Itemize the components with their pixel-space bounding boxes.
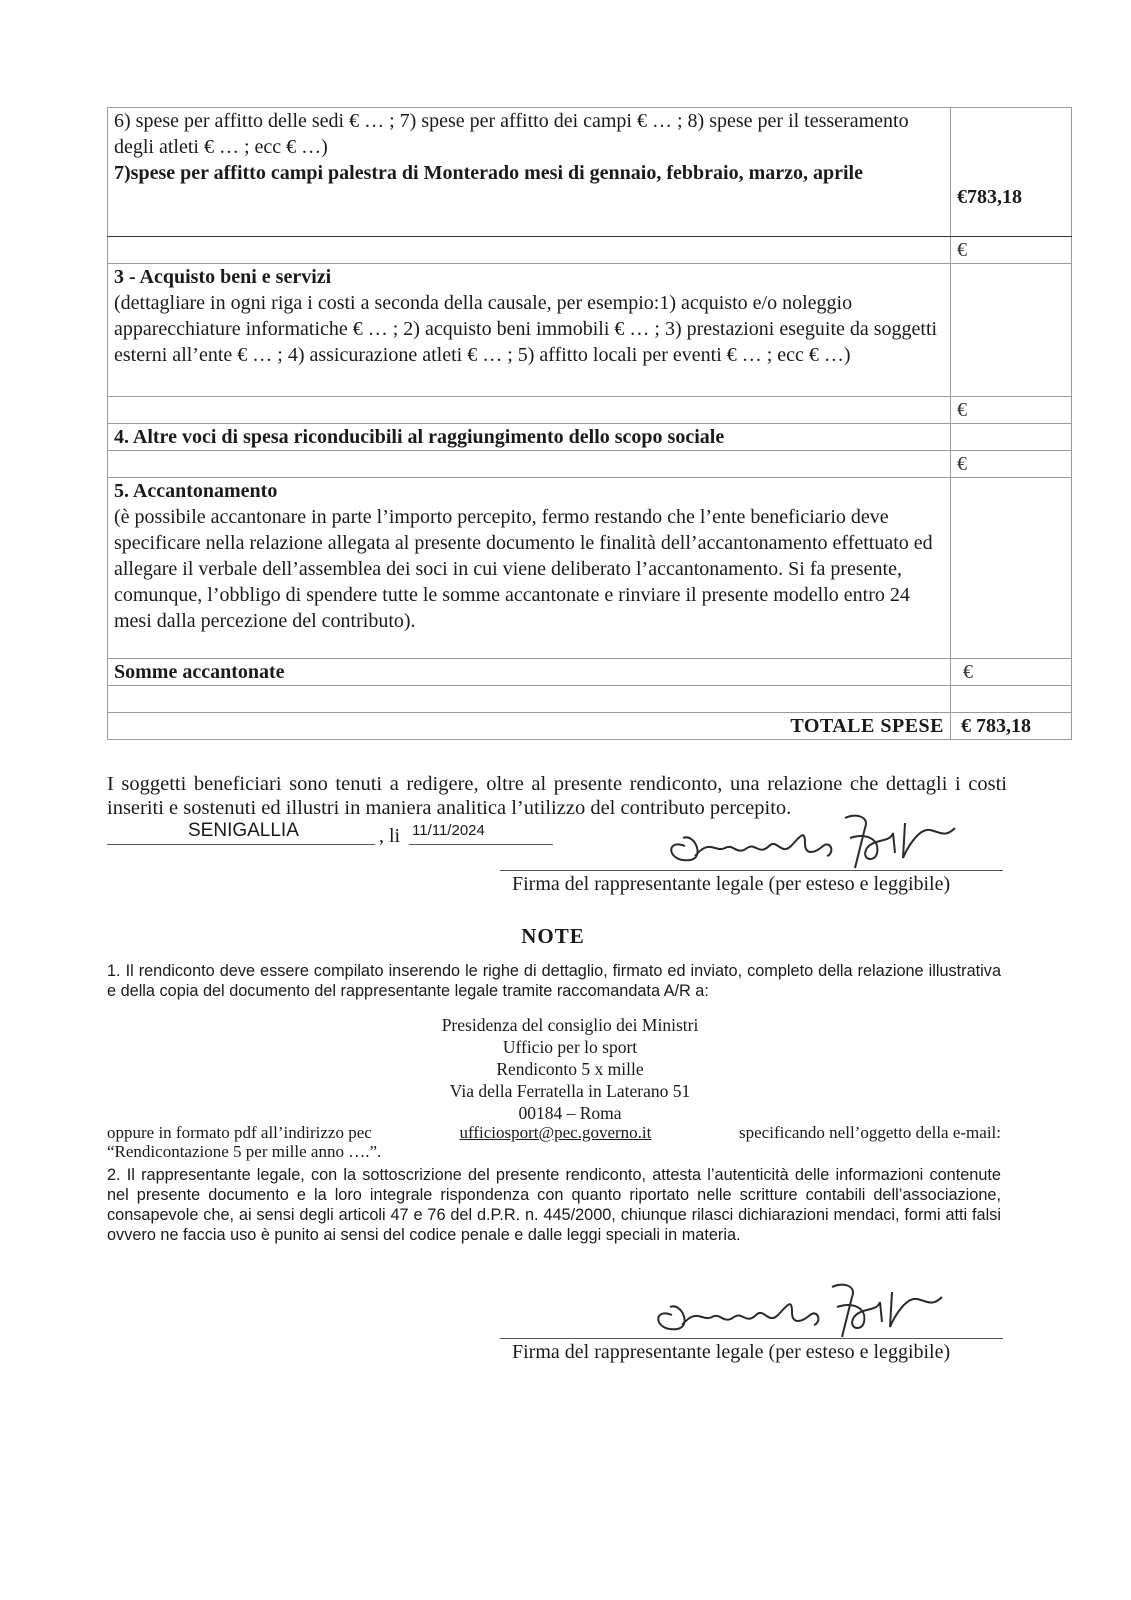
table-row [108, 264, 1072, 397]
empty-amount [951, 264, 1072, 397]
address-block [300, 1014, 840, 1124]
address-line: Via della Ferratella in Laterano 51 [449, 1081, 691, 1101]
empty-amount [951, 478, 1072, 659]
section-3 [108, 264, 951, 397]
empty-amount [951, 424, 1072, 451]
euro-cell: € [951, 397, 1072, 424]
li-label: , li [379, 825, 401, 847]
address-line: Ufficio per lo sport [502, 1037, 638, 1057]
row-description [108, 108, 951, 237]
signature-1-label: Firma del rappresentante legale (per esteso e leggibile) [512, 873, 951, 895]
pec-prefix: oppure in formato pdf all’indirizzo pec [107, 1123, 372, 1142]
expense-table [107, 107, 1072, 740]
place-underline [107, 844, 375, 845]
table-row [108, 424, 1072, 451]
euro-cell: € [951, 451, 1072, 478]
table-row [108, 237, 1072, 264]
place-field: SENIGALLIA [188, 820, 299, 841]
pec-paragraph [107, 1123, 1001, 1161]
somme-accantonate-label: Somme accantonate [108, 659, 951, 686]
note-2: 2. Il rappresentante legale, con la sottoscrizione del presente rendiconto, attesta l’autenticità delle informazioni contenute nel presente documento e la loro integrale rispondenza con quanto riportato nelle scritture contabili dell’associazione, consapevole che, ai sensi degli articoli 47 e 76 del d.P.R. n. 445/2000, chiunque rilasci dichiarazioni mendaci, formi atti falsi ovvero ne faccia uso è punito ai sensi del codice penale e dalle leggi speciali in materia. [107, 1166, 1001, 1244]
section-5-text: (è possibile accantonare in parte l’importo percepito, fermo restando che l’ente beneficiario deve specificare nella relazione allegata al presente documento le finalità dell’accantonamento effettuato ed allegare il verbale dell’assemblea dei soci in cui viene deliberato l’accantonamento. Si fa presente, comunque, l’obbligo di spendere tutte le somme accantonate e rinviare il presente modello entro 24 mesi dalla percezione del contributo). [114, 506, 933, 632]
date-underline [409, 844, 553, 845]
table-row [108, 659, 1072, 686]
row-bold-text: 7)spese per affitto campi palestra di Monterado mesi di gennaio, febbraio, marzo, aprile [114, 162, 863, 184]
table-row [108, 108, 1072, 237]
empty-cell [108, 237, 951, 264]
section-3-text: (dettagliare in ogni riga i costi a seconda della causale, per esempio:1) acquisto e/o noleggio apparecchiature informatiche € … ; 2) acquisto beni immobili € … ; 3) prestazioni eseguite da soggetti esterni all’ente € … ; 4) assicurazione atleti € … ; 5) affitto locali per eventi € … ; ecc € …) [114, 292, 938, 366]
empty-cell [108, 451, 951, 478]
euro-cell: € [951, 659, 1072, 686]
table-row [108, 686, 1072, 713]
pec-email-link[interactable]: ufficiosport@pec.governo.it [459, 1123, 652, 1142]
signature-1-line [500, 870, 1003, 871]
euro-cell: € [951, 237, 1072, 264]
intro-paragraph: I soggetti beneficiari sono tenuti a redigere, oltre al presente rendiconto, una relazione che dettagli i costi inseriti e sostenuti ed illustri in maniera analitica l’utilizzo del contributo percepito. [107, 773, 1007, 819]
row-amount: €783,18 [951, 108, 1072, 237]
address-line: Rendiconto 5 x mille [496, 1059, 644, 1079]
signature-1 [655, 808, 975, 878]
section-4-title: 4. Altre voci di spesa riconducibili al raggiungimento dello scopo sociale [108, 424, 951, 451]
address-line: 00184 – Roma [518, 1103, 622, 1123]
totale-spese-label: TOTALE SPESE [108, 713, 951, 740]
section-5 [108, 478, 951, 659]
address-line: Presidenza del consiglio dei Ministri [441, 1015, 699, 1035]
note-title: NOTE [521, 924, 585, 948]
totale-spese-amount: € 783,18 [951, 713, 1072, 740]
pec-suffix: specificando nell’oggetto della e-mail: [739, 1123, 1001, 1142]
empty-amount [951, 686, 1072, 713]
empty-cell [108, 686, 951, 713]
note-1: 1. Il rendiconto deve essere compilato inserendo le righe di dettaglio, firmato ed inviato, completo della relazione illustrativa e della copia del documento del rappresentante legale tramite raccomandata A/R a: [107, 962, 1001, 1000]
table-row [108, 478, 1072, 659]
signature-2-label: Firma del rappresentante legale (per esteso e leggibile) [512, 1341, 951, 1363]
signature-2-line [500, 1338, 1003, 1339]
signature-2 [642, 1277, 962, 1347]
table-row [108, 713, 1072, 740]
section-5-title: 5. Accantonamento [114, 480, 278, 502]
table-row [108, 397, 1072, 424]
date-field: 11/11/2024 [412, 822, 485, 839]
empty-cell [108, 397, 951, 424]
section-3-title: 3 - Acquisto beni e servizi [114, 266, 332, 288]
row-text: 6) spese per affitto delle sedi € … ; 7) spese per affitto dei campi € … ; 8) spese per il tesseramento degli atleti € … ; ecc € …) [114, 110, 909, 158]
pec-subject: “Rendicontazione 5 per mille anno ….”. [107, 1142, 382, 1161]
table-row [108, 451, 1072, 478]
